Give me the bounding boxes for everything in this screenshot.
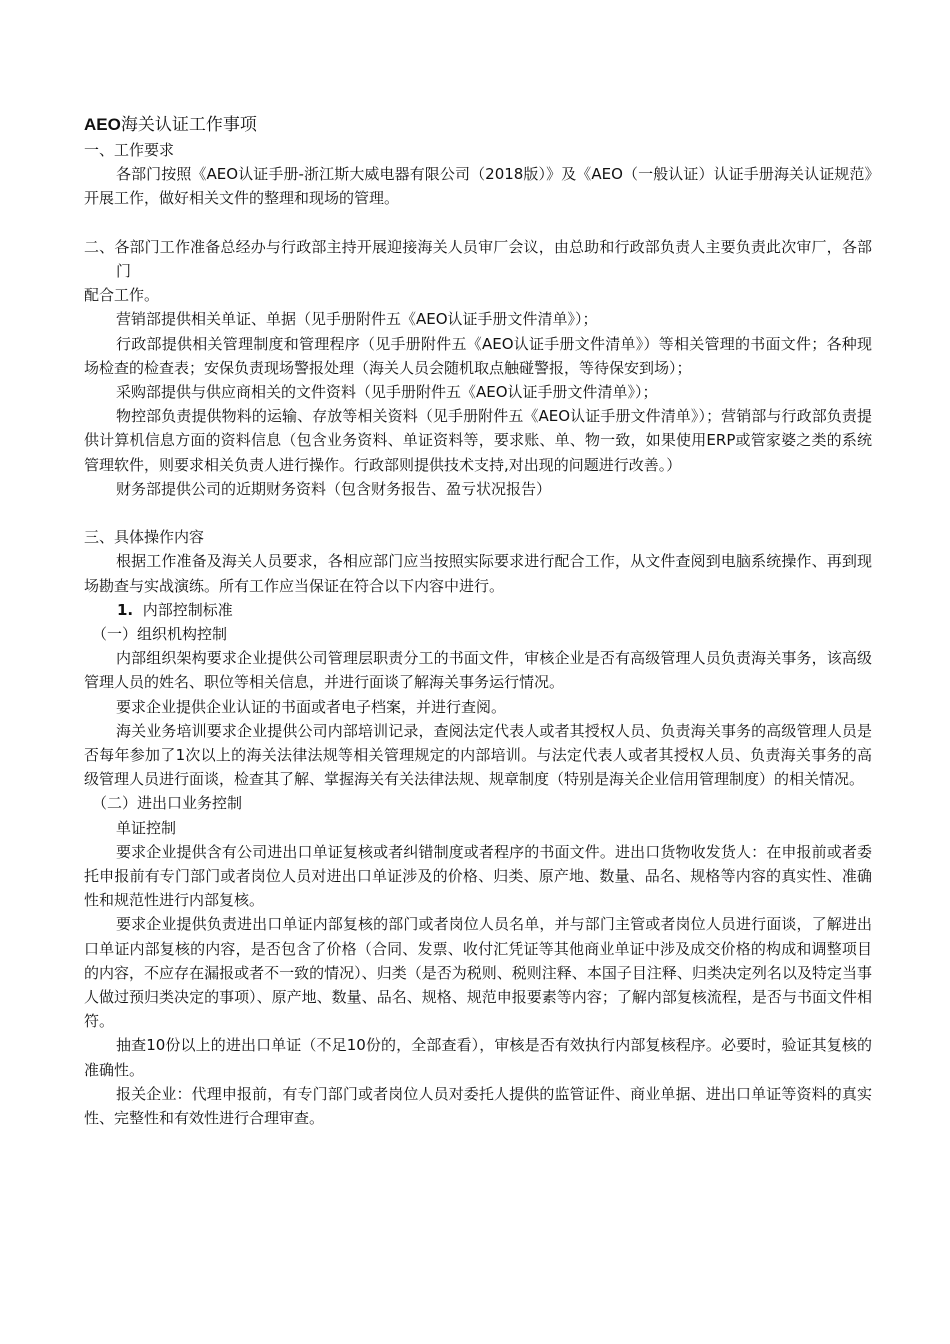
document-page: [84, 112, 872, 1130]
title-rest: 海关认证工作事项: [120, 115, 257, 135]
paragraph: 根据工作准备及海关人员要求，各相应部门应当按照实际要求进行配合工作，从文件查阅到电脑系统操作、再到现场勘查与实战演练。所有工作应当保证在符合以下内容中进行。: [84, 552, 872, 595]
subsection-heading: （一）组织机构控制: [92, 625, 228, 644]
subsection-heading: （二）进出口业务控制: [92, 794, 243, 813]
blank-line: [84, 501, 872, 525]
paragraph: 要求企业提供含有公司进出口单证复核或者纠错制度或者程序的书面文件。进出口货物收发货人：在申报前或者委托申报前有专门部门或者岗位人员对进出口单证涉及的价格、归类、原产地、数量、品名、规格等内容的真实性、准确性和规范性进行内部复核。: [84, 842, 872, 910]
paragraph: 抽查10份以上的进出口单证（不足10份的，全部查看），审核是否有效执行内部复核程序。必要时，验证其复核的准确性。: [84, 1036, 872, 1079]
paragraph: 采购部提供与供应商相关的文件资料（见手册附件五《AEO认证手册文件清单》）；: [116, 383, 658, 402]
paragraph: 物控部负责提供物料的运输、存放等相关资料（见手册附件五《AEO认证手册文件清单》）；营销部与行政部负责提供计算机信息方面的资料信息（包含业务资料、单证资料等，要求账、单、物一致，如果使用ERP或管家婆之类的系统管理软件，则要求相关负责人进行操作。行政部则提供技术支持,对出现的问题进行改善。）: [84, 407, 872, 474]
numbered-heading-text: 内部控制标准: [142, 600, 233, 619]
paragraph: 配合工作。: [84, 286, 160, 305]
section-heading-3: 三、具体操作内容: [84, 528, 205, 547]
paragraph: 报关企业：代理申报前，有专门部门或者岗位人员对委托人提供的监管证件、商业单据、进出口单证等资料的真实性、完整性和有效性进行合理审查。: [84, 1084, 872, 1128]
document-title: [84, 112, 872, 138]
paragraph: 各部门按照《AEO认证手册-浙江斯大威电器有限公司（2018版）》及《AEO（一般认证）认证手册海关认证规范》开展工作，做好相关文件的整理和现场的管理。: [84, 165, 872, 208]
section-heading-1: 一、工作要求: [84, 141, 175, 159]
blank-line: [84, 211, 872, 235]
paragraph: 财务部提供公司的近期财务资料（包含财务报告、盈亏状况报告）: [116, 479, 552, 498]
list-number: 1.: [117, 600, 134, 619]
paragraph: 单证控制: [116, 818, 177, 837]
paragraph: 行政部提供相关管理制度和管理程序（见手册附件五《AEO认证手册文件清单》）等相关管理的书面文件；各种现场检查的检查表；安保负责现场警报处理（海关人员会随机取点触碰警报，等待保安到场）；: [84, 334, 872, 377]
numbered-heading: [84, 598, 872, 622]
section-heading-2: 二、各部门工作准备总经办与行政部主持开展迎接海关人员审厂会议，由总助和行政部负责人主要负责此次审厂，各部门: [84, 237, 872, 280]
paragraph: 海关业务培训要求企业提供公司内部培训记录，查阅法定代表人或者其授权人员、负责海关事务的高级管理人员是否每年参加了1次以上的海关法律法规等相关管理规定的内部培训。与法定代表人或者其授权人员、负责海关事务的高级管理人员进行面谈，检查其了解、掌握海关有关法律法规、规章制度（特别是海关企业信用管理制度）的相关情况。: [84, 721, 872, 789]
title-bold: AEO: [84, 115, 121, 134]
paragraph: 内部组织架构要求企业提供公司管理层职责分工的书面文件，审核企业是否有高级管理人员负责海关事务，该高级管理人员的姓名、职位等相关信息，并进行面谈了解海关事务运行情况。: [84, 649, 872, 692]
paragraph: 营销部提供相关单证、单据（见手册附件五《AEO认证手册文件清单》）；: [116, 310, 598, 329]
paragraph: 要求企业提供负责进出口单证内部复核的部门或者岗位人员名单，并与部门主管或者岗位人员进行面谈，了解进出口单证内部复核的内容，是否包含了价格（合同、发票、收付汇凭证等其他商业单证中涉及成交价格的构成和调整项目的内容，不应存在漏报或者不一致的情况）、归类（是否为税则、税则注释、本国子目注释、归类决定列名以及特定当事人做过预归类决定的事项）、原产地、数量、品名、规格、规范申报要素等内容；了解内部复核流程，是否与书面文件相符。: [84, 915, 872, 1031]
paragraph: 要求企业提供企业认证的书面或者电子档案，并进行查阅。: [116, 697, 507, 716]
